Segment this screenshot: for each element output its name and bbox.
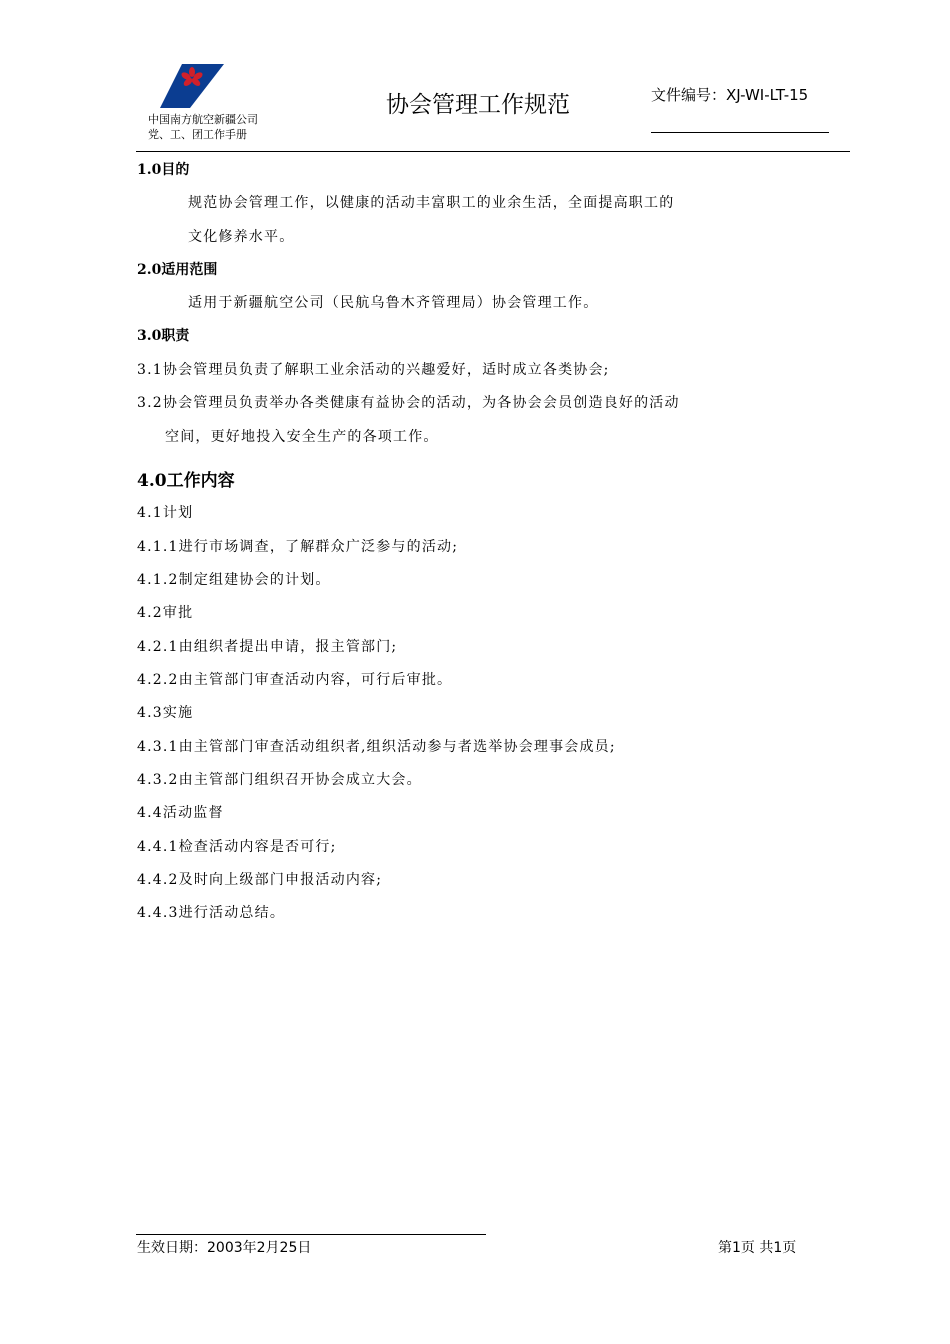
china-southern-logo-icon: [160, 64, 224, 108]
work-content-line: 4.4活动监督: [137, 805, 224, 821]
document-code: 文件编号：XJ-WI-LT-15: [651, 86, 809, 104]
responsibility-item-1: 3.1协会管理员负责了解职工业余活动的兴趣爱好，适时成立各类协会;: [137, 362, 610, 378]
company-line-1: 中国南方航空新疆公司: [148, 113, 258, 126]
section-heading-scope: 2.0适用范围: [137, 262, 218, 278]
scope-text: 适用于新疆航空公司（民航乌鲁木齐管理局）协会管理工作。: [188, 295, 599, 311]
code-underline: [651, 132, 829, 133]
footer-divider: [136, 1234, 486, 1235]
page-info: 第1页 共1页: [718, 1240, 797, 1256]
work-content-line: 4.3.1由主管部门审查活动组织者,组织活动参与者选举协会理事会成员;: [137, 739, 616, 755]
work-content-line: 4.1.2制定组建协会的计划。: [137, 572, 331, 588]
company-name: [148, 112, 258, 142]
work-content-line: 4.2.2由主管部门审查活动内容，可行后审批。: [137, 672, 453, 688]
work-content-line: 4.2审批: [137, 605, 194, 621]
work-content-line: 4.3.2由主管部门组织召开协会成立大会。: [137, 772, 422, 788]
purpose-text-line-1: 规范协会管理工作，以健康的活动丰富职工的业余生活，全面提高职工的: [188, 195, 675, 211]
responsibility-item-2-line-1: 3.2协会管理员负责举办各类健康有益协会的活动，为各协会会员创造良好的活动: [137, 395, 680, 411]
document-title: 协会管理工作规范: [386, 92, 570, 118]
work-content-line: 4.3实施: [137, 705, 194, 721]
section-heading-responsibility: 3.0职责: [137, 328, 190, 344]
section-heading-purpose: 1.0目的: [137, 162, 190, 178]
work-content-line: 4.2.1由组织者提出申请，报主管部门;: [137, 639, 398, 655]
work-content-line: 4.1.1进行市场调查，了解群众广泛参与的活动;: [137, 539, 459, 555]
work-content-line: 4.4.2及时向上级部门申报活动内容;: [137, 872, 383, 888]
work-content-line: 4.4.3进行活动总结。: [137, 905, 286, 921]
responsibility-item-2-line-2: 空间，更好地投入安全生产的各项工作。: [165, 429, 439, 445]
header-divider: [136, 151, 850, 152]
effective-date: 生效日期：2003年2月25日: [137, 1240, 312, 1256]
company-line-2: 党、工、团工作手册: [148, 128, 247, 141]
work-content-line: 4.4.1检查活动内容是否可行;: [137, 839, 337, 855]
section-heading-work-content: 4.0工作内容: [137, 471, 235, 491]
purpose-text-line-2: 文化修养水平。: [188, 229, 295, 245]
work-content-line: 4.1计划: [137, 505, 194, 521]
